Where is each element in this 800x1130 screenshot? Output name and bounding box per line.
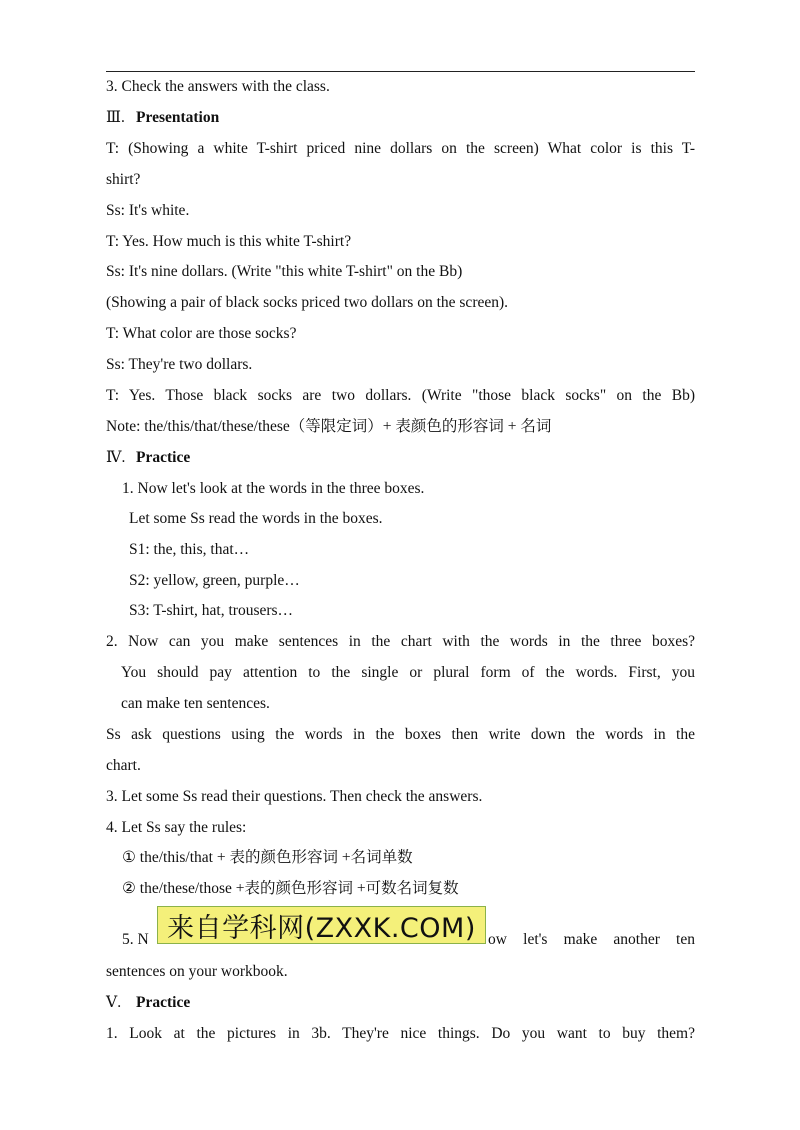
text-line: 1. Now let's look at the words in the three boxes. (122, 480, 425, 497)
section-title: Practice (136, 994, 191, 1011)
text-line: T: Yes. How much is this white T-shirt? (106, 233, 352, 250)
text-line-start: 5. N (122, 931, 149, 948)
text-line: shirt? (106, 171, 141, 188)
text-line: (Showing a pair of black socks priced two dollars on the screen). (106, 294, 509, 311)
text-line: Let some Ss read the words in the boxes. (129, 510, 383, 527)
section-heading-presentation (106, 108, 219, 128)
text-line: ② the/these/those +表的颜色形容词 +可数名词复数 (122, 880, 459, 897)
section-number: Ⅳ. (106, 449, 126, 466)
text-line: Ss: It's nine dollars. (Write "this white T-shirt" on the Bb) (106, 263, 463, 280)
text-line-end: ow let's make another ten (488, 931, 695, 948)
text-line: 3. Check the answers with the class. (106, 78, 330, 95)
section-heading-practice-2 (106, 993, 190, 1013)
text-line: S3: T-shirt, hat, trousers… (129, 602, 294, 619)
text-line: Ss ask questions using the words in the boxes then write down the words in the (106, 726, 695, 743)
section-number: Ⅲ. (106, 109, 125, 126)
text-line: S1: the, this, that… (129, 541, 250, 558)
text-line: Ss: They're two dollars. (106, 356, 253, 373)
text-line: S2: yellow, green, purple… (129, 572, 300, 589)
text-line: 1. Look at the pictures in 3b. They're nice things. Do you want to buy them? (106, 1025, 695, 1042)
text-line: 2. Now can you make sentences in the chart with the words in the three boxes? (106, 633, 695, 650)
text-line: sentences on your workbook. (106, 963, 288, 980)
section-heading-practice (106, 448, 190, 468)
text-line: chart. (106, 757, 141, 774)
text-line: T: (Showing a white T-shirt priced nine dollars on the screen) What color is this T- (106, 140, 695, 157)
text-line: Note: the/this/that/these/these（等限定词）+ 表颜色的形容词 + 名词 (106, 418, 552, 435)
section-title: Presentation (136, 109, 220, 126)
text-line: T: What color are those socks? (106, 325, 297, 342)
text-line: ① the/this/that + 表的颜色形容词 +名词单数 (122, 849, 413, 866)
text-line: can make ten sentences. (121, 695, 270, 712)
section-title: Practice (136, 449, 191, 466)
text-line: 4. Let Ss say the rules: (106, 819, 247, 836)
text-line: Ss: It's white. (106, 202, 190, 219)
watermark-banner (157, 906, 486, 944)
text-line: T: Yes. Those black socks are two dollars. (Write "those black socks" on the Bb) (106, 387, 695, 404)
header-rule (106, 71, 695, 72)
watermark-text: 来自学科网(ZXXK.COM) (167, 912, 476, 944)
text-line: 3. Let some Ss read their questions. Then check the answers. (106, 788, 483, 805)
text-line: You should pay attention to the single or plural form of the words. First, you (121, 664, 695, 681)
section-number: Ⅴ. (106, 994, 122, 1011)
